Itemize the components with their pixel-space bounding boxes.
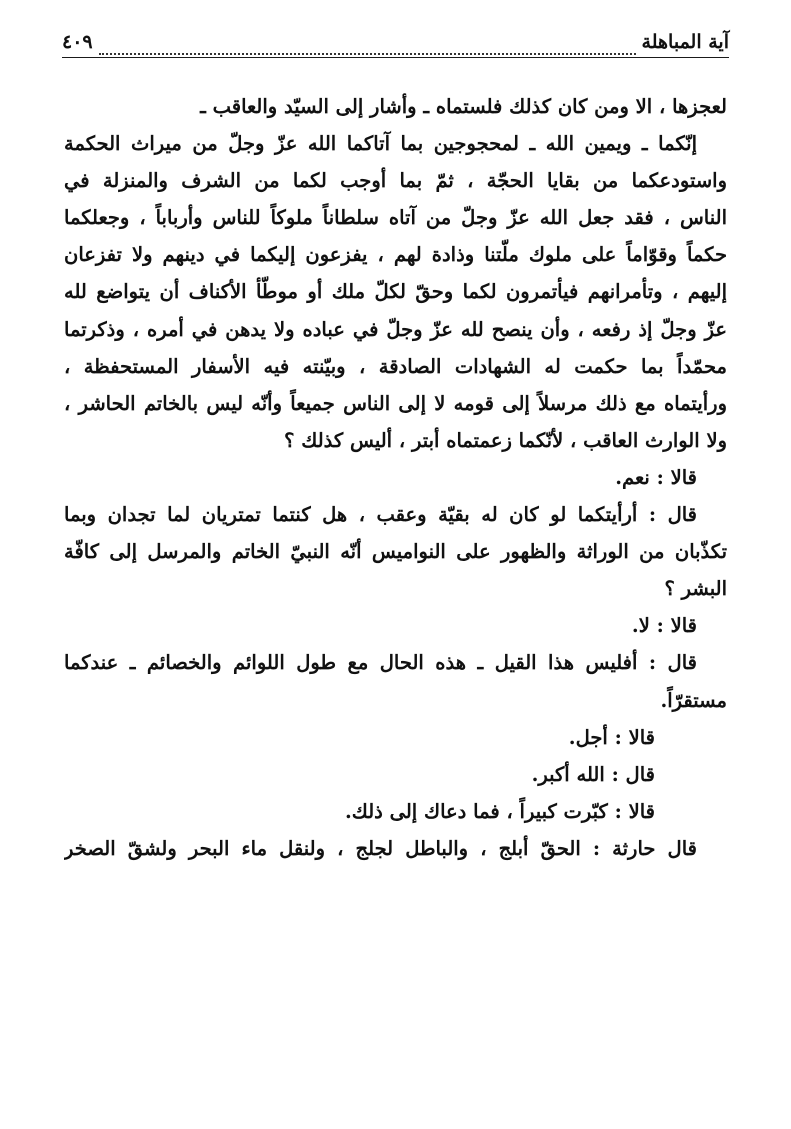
text-line: عزّ وجلّ إذ رفعه ، وأن ينصح لله عزّ وجلّ في عباده ولا يدهن في أمره ، وذكرتما bbox=[64, 317, 727, 341]
text-line: قال : أفليس هذا القيل ـ هذه الحال مع طول اللوائم والخصائم ـ عندكما bbox=[64, 651, 697, 675]
text-line: إنّكما ـ ويمين الله ـ لمحجوجين بما آتاكما الله عزّ وجلّ من ميراث الحكمة bbox=[64, 132, 697, 156]
text-line: محمّداً بما حكمت له الشهادات الصادقة ، وبيّنته فيه الأسفار المستحفظة ، bbox=[64, 354, 727, 378]
running-header bbox=[62, 27, 729, 58]
text-line: لعجزها ، الا ومن كان كذلك فلستماه ـ وأشار إلى السيّد والعاقب ـ bbox=[200, 95, 727, 118]
text-line: البشر ؟ bbox=[664, 577, 727, 601]
text-line: قال حارثة : الحقّ أبلج ، والباطل لجلج ، ولنقل ماء البحر ولشقّ الصخر bbox=[64, 836, 697, 860]
text-line: قالا : كبّرت كبيراً ، فما دعاك إلى ذلك. bbox=[344, 799, 655, 823]
text-line: إليهم ، وتأمرانهم فيأتمرون لكما وحقّ لكلّ ملك أو موطّأ الأكناف أن يتواضع لله bbox=[64, 280, 727, 304]
text-line: مستقرّاً. bbox=[660, 688, 727, 712]
leader-dots bbox=[99, 35, 636, 55]
text-line: ورأيتماه مع ذلك مرسلاً إلى قومه لا إلى الناس جميعاً وأنّه ليس بالخاتم الحاشر ، bbox=[64, 391, 727, 415]
text-line: قال : الله أكبر. bbox=[531, 762, 655, 786]
page-number: ٤٠٩ bbox=[62, 31, 93, 53]
text-line: حكماً وقوّاماً على ملوك ملّتنا وذادة لهم ، يفزعون إليكما في دينهم ولا تفزعان bbox=[64, 243, 727, 267]
text-line: الناس ، فقد جعل الله عزّ وجلّ من آتاه سلطاناً ملوكاً للناس وأرباباً ، وجعلكما bbox=[64, 206, 727, 230]
text-line: قالا : لا. bbox=[631, 614, 697, 638]
text-line: تكذّبان من الوراثة والظهور على النواميس أنّه النبيّ الخاتم والمرسل إلى كافّة bbox=[64, 540, 727, 564]
body-text bbox=[64, 88, 727, 867]
text-line: واستودعكما من بقايا الحجّة ، ثمّ بما أوجب لكما من الشرف والمنزلة في bbox=[64, 169, 727, 193]
text-line: قال : أرأيتكما لو كان له بقيّة وعقب ، هل كنتما تمتريان لما تجدان وبما bbox=[64, 503, 697, 527]
text-line: قالا : أجل. bbox=[568, 725, 655, 749]
running-title: آية المباهلة bbox=[641, 31, 729, 53]
text-line: ولا الوارث العاقب ، لأنّكما زعمتماه أبتر ، أليس كذلك ؟ bbox=[284, 428, 727, 452]
text-line: قالا : نعم. bbox=[615, 465, 697, 489]
